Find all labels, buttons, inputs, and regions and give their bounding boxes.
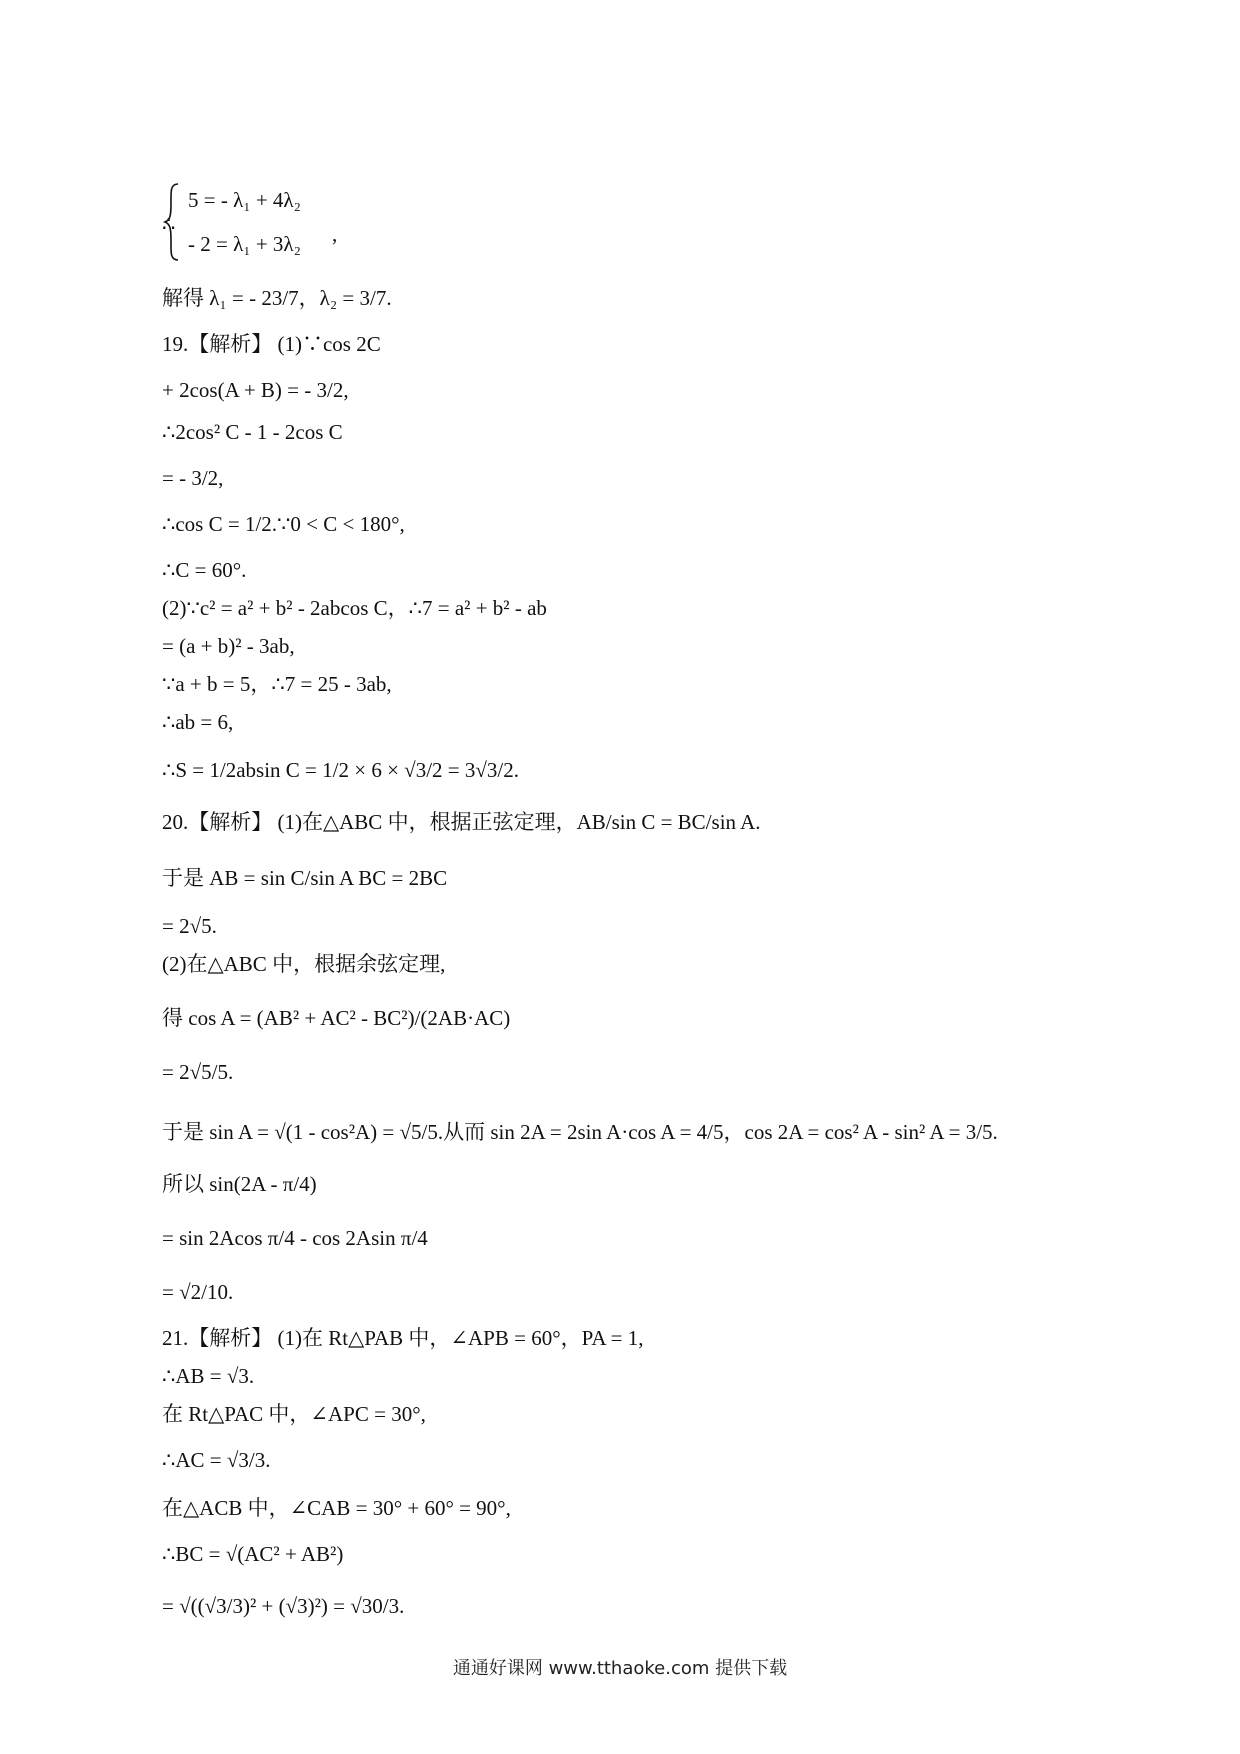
solution-line: ∵a + b = 5，∴7 = 25 - 3ab,	[162, 672, 392, 696]
solution-line: ∴ab = 6,	[162, 710, 234, 734]
solution-line: (2)∵c² = a² + b² - 2abcos C，∴7 = a² + b² - ab	[162, 596, 547, 620]
solution-line: ∴cos C = 1/2.∵0 < C < 180°,	[162, 512, 405, 536]
solution-line: ∴AB = √3.	[162, 1364, 255, 1388]
system-therefore: ∴	[162, 212, 176, 236]
solution-line: 21.【解析】 (1)在 Rt△PAB 中，∠APB = 60°，PA = 1,	[162, 1326, 644, 1350]
solution-line: ∴2cos² C - 1 - 2cos C	[162, 420, 343, 444]
solution-line: 于是 AB = sin C/sin A BC = 2BC	[162, 866, 448, 890]
solution-line: 解得 λ₁ = - 23/7，λ₂ = 3/7.	[162, 286, 392, 310]
solution-line: = √((√3/3)² + (√3)²) = √30/3.	[162, 1594, 405, 1618]
solution-line: 得 cos A = (AB² + AC² - BC²)/(2AB·AC)	[162, 1006, 511, 1030]
solution-line: = - 3/2,	[162, 466, 224, 490]
system-row-1: 5 = - λ₁ + 4λ₂	[188, 188, 301, 212]
solution-line: 于是 sin A = √(1 - cos²A) = √5/5.从而 sin 2A = 2sin A·cos A = 4/5，cos 2A = cos² A - sin² A = 3/5.	[162, 1120, 998, 1144]
solution-line: + 2cos(A + B) = - 3/2,	[162, 378, 349, 402]
solution-line: = sin 2Acos π/4 - cos 2Asin π/4	[162, 1226, 428, 1250]
solution-line: (2)在△ABC 中，根据余弦定理,	[162, 952, 446, 976]
solution-line: 在 Rt△PAC 中，∠APC = 30°,	[162, 1402, 426, 1426]
solution-line: 19.【解析】 (1)∵cos 2C	[162, 332, 381, 356]
solution-line: = 2√5.	[162, 914, 217, 938]
system-comma: ,	[332, 222, 338, 246]
solution-line: = 2√5/5.	[162, 1060, 234, 1084]
solution-line: 20.【解析】 (1)在△ABC 中，根据正弦定理，AB/sin C = BC/sin A.	[162, 810, 761, 834]
solution-line: ∴S = 1/2absin C = 1/2 × 6 × √3/2 = 3√3/2.	[162, 758, 519, 782]
solution-line: 在△ACB 中，∠CAB = 30° + 60° = 90°,	[162, 1496, 511, 1520]
solution-line: ∴C = 60°.	[162, 558, 247, 582]
solution-line: ∴BC = √(AC² + AB²)	[162, 1542, 344, 1566]
solution-line: = (a + b)² - 3ab,	[162, 634, 295, 658]
solution-line: ∴AC = √3/3.	[162, 1448, 271, 1472]
solution-line: = √2/10.	[162, 1280, 234, 1304]
page-footer: 通通好课网 www.tthaoke.com 提供下载	[452, 1658, 788, 1679]
system-row-2: - 2 = λ₁ + 3λ₂	[188, 232, 301, 256]
solution-line: 所以 sin(2A - π/4)	[162, 1172, 317, 1196]
